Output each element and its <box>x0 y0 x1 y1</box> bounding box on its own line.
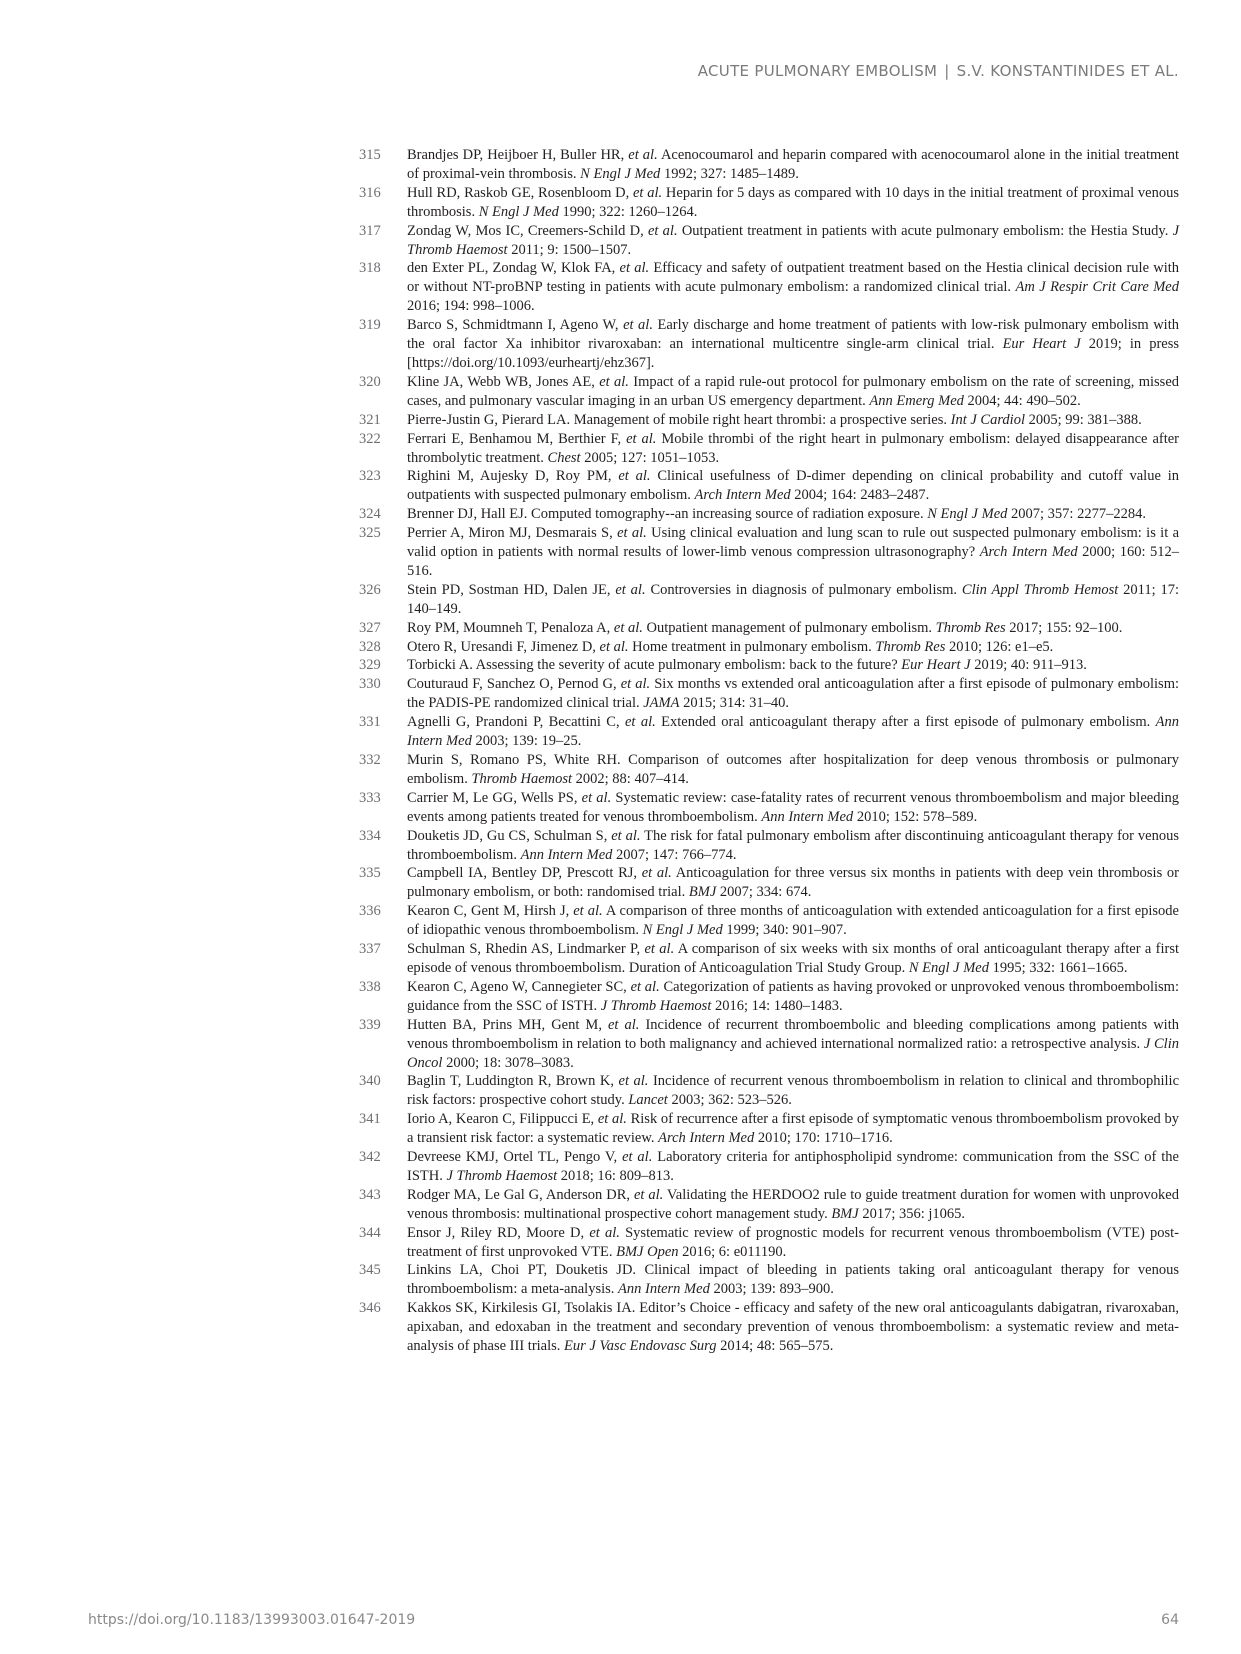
reference-citation: 2019; 40: 911–913. <box>970 657 1087 674</box>
reference-journal: J Thromb Haemost <box>600 997 712 1014</box>
reference-et-al: et al. <box>633 1186 664 1203</box>
reference-number: 323 <box>359 468 381 485</box>
reference-authors: Couturaud F, Sanchez O, Pernod G, <box>407 676 621 693</box>
reference-journal: BMJ <box>831 1205 859 1222</box>
reference-number: 324 <box>359 506 381 523</box>
reference-journal: J Thromb Haemost <box>407 222 1180 258</box>
reference-journal: J Thromb Haemost <box>446 1167 558 1184</box>
reference-authors: Devreese KMJ, Ortel TL, Pengo V, <box>407 1149 623 1166</box>
reference-authors: Righini M, Aujesky D, Roy PM, <box>407 468 619 485</box>
reference-number: 317 <box>359 222 381 239</box>
reference-citation: 2000; 160: 512–516. <box>407 544 1179 579</box>
reference-citation: 2000; 18: 3078–3083. <box>442 1054 574 1071</box>
reference-authors: Kearon C, Ageno W, Cannegieter SC, <box>407 978 631 995</box>
reference-number: 332 <box>359 752 381 768</box>
reference-journal: Ann Intern Med <box>520 846 613 863</box>
reference-et-al: et al. <box>599 373 629 390</box>
reference-et-al: et al. <box>611 827 641 844</box>
reference-list <box>359 146 1179 1356</box>
reference-et-al: et al. <box>626 430 657 447</box>
reference-title: Six months vs extended oral anticoagulation after a first episode of pulmonary embolism: the PADIS-PE randomized clinical trial. <box>407 676 1180 712</box>
reference-citation: 2004; 164: 2483–2487. <box>790 487 930 504</box>
reference-citation: 1992; 327: 1485–1489. <box>660 165 799 182</box>
reference-et-al: et al. <box>618 468 651 485</box>
reference-et-al: et al. <box>633 184 663 201</box>
reference-item <box>359 1224 1179 1262</box>
reference-number: 326 <box>359 581 381 598</box>
reference-number: 336 <box>359 903 381 920</box>
reference-citation: 2019; in press [https://doi.org/10.1093/eurheartj/ehz367]. <box>407 336 1179 371</box>
reference-title: The risk for fatal pulmonary embolism after discontinuing anticoagulant therapy for venous thromboembolism. <box>407 827 1179 863</box>
reference-et-al: et al. <box>599 638 629 655</box>
reference-item <box>359 467 1179 505</box>
reference-authors: Hull RD, Raskob GE, Rosenbloom D, <box>407 184 633 201</box>
reference-number: 322 <box>359 430 381 447</box>
reference-et-al: et al. <box>625 714 656 731</box>
reference-item <box>359 656 1179 675</box>
reference-item <box>359 619 1179 638</box>
reference-number: 342 <box>359 1149 381 1166</box>
reference-citation: 2016; 14: 1480–1483. <box>711 997 843 1014</box>
reference-number: 341 <box>359 1111 381 1128</box>
reference-number: 328 <box>359 638 381 655</box>
reference-item <box>359 581 1179 619</box>
reference-citation: 2017; 155: 92–100. <box>1005 619 1123 636</box>
reference-citation: 2003; 139: 19–25. <box>471 733 582 750</box>
reference-citation: 2007; 147: 766–774. <box>612 846 737 863</box>
reference-item <box>359 1110 1179 1148</box>
reference-number: 329 <box>359 657 381 674</box>
reference-et-al: et al. <box>617 525 647 542</box>
reference-item <box>359 373 1179 411</box>
reference-number: 315 <box>359 147 381 163</box>
reference-title: Incidence of recurrent thromboembolic and bleeding complications among patients with venous thromboembolism in relation to both malignancy and achieved international normalized ratio: a retrospective analysis. <box>407 1016 1179 1052</box>
reference-citation: 2004; 44: 490–502. <box>963 392 1081 409</box>
reference-title: Laboratory criteria for antiphospholipid syndrome: communication from the SSC of the ISTH. <box>407 1149 1179 1184</box>
reference-citation: 1990; 322: 1260–1264. <box>558 203 698 220</box>
reference-title: Systematic review: case-fatality rates of recurrent venous thromboembolism and major bleeding events among patients treated for venous thromboembolism. <box>407 789 1179 825</box>
reference-title: Outpatient treatment in patients with acute pulmonary embolism: the Hestia Study. <box>677 222 1173 239</box>
reference-title: Using clinical evaluation and lung scan to rule out suspected pulmonary embolism: is it a valid option in patients with normal results of lower-limb venous compression ultrasonography? <box>407 525 1180 561</box>
reference-item <box>359 430 1179 468</box>
reference-et-al: et al. <box>641 865 672 882</box>
reference-title: Outpatient management of pulmonary embolism. <box>642 619 936 636</box>
reference-citation: 2003; 139: 893–900. <box>709 1281 834 1298</box>
reference-authors: Pierre-Justin G, Pierard LA. Management of mobile right heart thrombi: a prospective series. <box>407 411 951 428</box>
reference-journal: Ann Intern Med <box>618 1281 710 1298</box>
reference-authors: Kline JA, Webb WB, Jones AE, <box>407 373 600 390</box>
reference-number: 320 <box>359 373 381 390</box>
reference-title: Risk of recurrence after a first episode of symptomatic venous thromboembolism provoked by a transient risk factor: a systematic review. <box>407 1111 1179 1147</box>
reference-item <box>359 222 1179 260</box>
reference-authors: Baglin T, Luddington R, Brown K, <box>407 1073 619 1090</box>
reference-journal: N Engl J Med <box>478 203 559 220</box>
reference-authors: Brandjes DP, Heijboer H, Buller HR, <box>407 147 629 163</box>
reference-authors: Ferrari E, Benhamou M, Berthier F, <box>407 430 627 447</box>
doi-link[interactable]: https://doi.org/10.1183/13993003.01647-2019 <box>88 1612 416 1628</box>
header-authors: S.V. KONSTANTINIDES ET AL. <box>956 62 1179 80</box>
reference-number: 327 <box>359 619 381 636</box>
reference-authors: Otero R, Uresandi F, Jimenez D, <box>407 638 600 655</box>
reference-item <box>359 1148 1179 1186</box>
reference-journal: Arch Intern Med <box>658 1130 755 1147</box>
header-separator: | <box>944 62 950 80</box>
reference-journal: Lancet <box>628 1092 668 1109</box>
reference-journal: Int J Cardiol <box>950 411 1025 428</box>
reference-citation: 2011; 9: 1500–1507. <box>507 241 632 258</box>
reference-citation: 2011; 17: 140–149. <box>407 581 1179 617</box>
reference-number: 334 <box>359 827 381 844</box>
reference-number: 346 <box>359 1300 381 1317</box>
reference-journal: N Engl J Med <box>927 506 1008 523</box>
reference-citation: 2007; 334: 674. <box>716 884 812 901</box>
reference-title: Home treatment in pulmonary embolism. <box>628 638 876 655</box>
reference-item <box>359 864 1179 902</box>
reference-authors: Schulman S, Rhedin AS, Lindmarker P, <box>407 941 645 958</box>
reference-title: Anticoagulation for three versus six months in patients with deep vein thrombosis or pulmonary embolism, or both: randomised trial. <box>407 865 1179 901</box>
reference-journal: Chest <box>547 449 581 466</box>
reference-authors: Campbell IA, Bentley DP, Prescott RJ, <box>407 865 642 882</box>
reference-item <box>359 638 1179 657</box>
reference-title: Validating the HERDOO2 rule to guide treatment duration for women with unprovoked venous thrombosis: multinational prospective cohort management study. <box>407 1186 1179 1222</box>
reference-number: 318 <box>359 260 381 277</box>
reference-journal: Ann Intern Med <box>761 808 854 825</box>
reference-title: A comparison of three months of anticoagulation with extended anticoagulation for a first episode of idiopathic venous thromboembolism. <box>407 903 1179 939</box>
reference-authors: Roy PM, Moumneh T, Penaloza A, <box>407 619 614 636</box>
reference-journal: Arch Intern Med <box>694 487 791 504</box>
reference-et-al: et al. <box>623 317 653 334</box>
reference-journal: JAMA <box>643 695 680 712</box>
reference-item <box>359 184 1179 222</box>
reference-item <box>359 146 1179 184</box>
reference-et-al: et al. <box>618 1073 649 1090</box>
reference-journal: Ann Intern Med <box>407 714 1180 750</box>
reference-authors: Agnelli G, Prandoni P, Becattini C, <box>407 714 625 731</box>
reference-item <box>359 751 1179 789</box>
reference-item <box>359 411 1179 430</box>
reference-citation: 2005; 127: 1051–1053. <box>580 449 720 466</box>
running-header <box>698 62 1179 80</box>
reference-item <box>359 1186 1179 1224</box>
reference-citation: 2017; 356: j1065. <box>858 1205 966 1222</box>
reference-journal: N Engl J Med <box>908 959 989 976</box>
reference-item <box>359 1299 1179 1356</box>
reference-et-al: et al. <box>597 1111 627 1128</box>
reference-journal: Am J Respir Crit Care Med <box>1015 279 1179 296</box>
reference-number: 343 <box>359 1186 381 1203</box>
reference-number: 333 <box>359 789 381 806</box>
reference-title: Controversies in diagnosis of pulmonary embolism. <box>645 581 962 598</box>
reference-et-al: et al. <box>620 676 651 693</box>
reference-et-al: et al. <box>589 1224 620 1241</box>
reference-item <box>359 1072 1179 1110</box>
reference-journal: N Engl J Med <box>580 165 661 182</box>
reference-journal: BMJ Open <box>616 1243 679 1260</box>
reference-item <box>359 675 1179 713</box>
reference-item <box>359 713 1179 751</box>
reference-item <box>359 505 1179 524</box>
reference-title: Incidence of recurrent venous thromboembolism in relation to clinical and thrombophilic risk factors: prospective cohort study. <box>407 1073 1180 1109</box>
reference-item <box>359 902 1179 940</box>
reference-citation: 2016; 194: 998–1006. <box>407 298 535 315</box>
reference-citation: 2010; 152: 578–589. <box>853 808 978 825</box>
reference-citation: 2010; 126: e1–e5. <box>945 638 1054 655</box>
reference-citation: 2007; 357: 2277–2284. <box>1007 506 1146 523</box>
reference-item <box>359 316 1179 373</box>
reference-authors: Barco S, Schmidtmann I, Ageno W, <box>407 317 624 334</box>
page-number: 64 <box>1161 1612 1179 1628</box>
reference-title: Mobile thrombi of the right heart in pulmonary embolism: delayed disappearance after thrombolytic treatment. <box>407 430 1179 466</box>
reference-et-al: et al. <box>647 222 678 239</box>
reference-title: Acenocoumarol and heparin compared with acenocoumarol alone in the initial treatment of proximal-vein thrombosis. <box>407 147 1179 182</box>
reference-authors: Brenner DJ, Hall EJ. Computed tomography--an increasing source of radiation exposure. <box>407 506 928 523</box>
reference-journal: Thromb Res <box>875 638 946 655</box>
reference-journal: J Clin Oncol <box>407 1035 1179 1071</box>
reference-journal: Clin Appl Thromb Hemost <box>961 581 1119 598</box>
reference-number: 345 <box>359 1262 381 1279</box>
reference-authors: Perrier A, Miron MJ, Desmarais S, <box>407 525 618 542</box>
reference-authors: Linkins LA, Choi PT, Douketis JD. Clinical impact of bleeding in patients taking oral anticoagulant therapy for venous thromboembolism: a meta-analysis. <box>407 1262 1179 1298</box>
reference-citation: 1995; 332: 1661–1665. <box>988 959 1128 976</box>
reference-authors: Carrier M, Le GG, Wells PS, <box>407 789 582 806</box>
reference-authors: Murin S, Romano PS, White RH. Comparison of outcomes after hospitalization for deep venous thrombosis or pulmonary embolism. <box>407 752 1179 787</box>
reference-authors: Kakkos SK, Kirkilesis GI, Tsolakis IA. Editor’s Choice - efficacy and safety of the new oral anticoagulants dabigatran, rivaroxaban, apixaban, and edoxaban in the treatment and secondary prevention of venous thromboembolism: a systematic review and meta-analysis of phase III trials. <box>407 1300 1179 1355</box>
reference-et-al: et al. <box>581 789 612 806</box>
reference-title: Extended oral anticoagulant therapy after a first episode of pulmonary embolism. <box>655 714 1156 731</box>
reference-journal: Eur Heart J <box>1002 336 1081 353</box>
reference-authors: Iorio A, Kearon C, Filippucci E, <box>407 1111 598 1128</box>
reference-et-al: et al. <box>573 903 603 920</box>
reference-title: A comparison of six weeks with six months of oral anticoagulant therapy after a first episode of venous thromboembolism. Duration of Anticoagulation Trial Study Group. <box>407 941 1179 976</box>
reference-item <box>359 978 1179 1016</box>
reference-citation: 1999; 340: 901–907. <box>722 922 847 939</box>
reference-title: Early discharge and home treatment of patients with low-risk pulmonary embolism with the oral factor Xa inhibitor rivaroxaban: an international multicentre single-arm clinical trial. <box>407 317 1179 353</box>
reference-citation: 2015; 314: 31–40. <box>679 695 790 712</box>
reference-citation: 2014; 48: 565–575. <box>716 1338 834 1355</box>
reference-number: 321 <box>359 411 381 428</box>
reference-title: Impact of a rapid rule-out protocol for pulmonary embolism on the rate of screening, missed cases, and pulmonary vascular imaging in an urban US emergency department. <box>407 373 1180 409</box>
reference-authors: Ensor J, Riley RD, Moore D, <box>407 1224 590 1241</box>
reference-authors: den Exter PL, Zondag W, Klok FA, <box>407 260 620 277</box>
reference-title: Categorization of patients as having provoked or unprovoked venous thromboembolism: guidance from the SSC of ISTH. <box>407 978 1179 1014</box>
reference-authors: Hutten BA, Prins MH, Gent M, <box>407 1016 608 1033</box>
reference-journal: BMJ <box>688 884 717 901</box>
reference-item <box>359 827 1179 865</box>
reference-journal: Thromb Res <box>935 619 1006 636</box>
reference-authors: Torbicki A. Assessing the severity of acute pulmonary embolism: back to the future? <box>407 657 902 674</box>
reference-journal: N Engl J Med <box>642 922 723 939</box>
reference-authors: Zondag W, Mos IC, Creemers-Schild D, <box>407 222 648 239</box>
reference-authors: Kearon C, Gent M, Hirsh J, <box>407 903 574 920</box>
reference-item <box>359 1016 1179 1073</box>
reference-journal: Arch Intern Med <box>979 544 1078 561</box>
reference-number: 337 <box>359 941 381 958</box>
reference-number: 331 <box>359 714 381 731</box>
reference-et-al: et al. <box>613 619 643 636</box>
reference-citation: 2002; 88: 407–414. <box>572 770 689 787</box>
reference-number: 335 <box>359 865 381 882</box>
reference-title: Clinical usefulness of D-dimer depending on clinical probability and cutoff value in outpatients with suspected pulmonary embolism. <box>407 468 1179 504</box>
reference-title: Systematic review of prognostic models for recurrent venous thromboembolism (VTE) post-treatment of first unprovoked VTE. <box>407 1224 1179 1260</box>
reference-item <box>359 789 1179 827</box>
reference-number: 339 <box>359 1016 381 1033</box>
reference-authors: Rodger MA, Le Gal G, Anderson DR, <box>407 1186 634 1203</box>
header-title: ACUTE PULMONARY EMBOLISM <box>697 62 938 80</box>
reference-et-al: et al. <box>644 941 675 958</box>
reference-et-al: et al. <box>615 581 646 598</box>
reference-title: Efficacy and safety of outpatient treatment based on the Hestia clinical decision rule with or without NT-proBNP testing in patients with acute pulmonary embolism: a randomized clinical trial. <box>407 260 1180 296</box>
reference-number: 319 <box>359 317 381 334</box>
reference-et-al: et al. <box>608 1016 640 1033</box>
reference-journal: Eur Heart J <box>901 657 971 674</box>
reference-et-al: et al. <box>622 1149 653 1166</box>
reference-citation: 2016; 6: e011190. <box>678 1243 787 1260</box>
reference-authors: Douketis JD, Gu CS, Schulman S, <box>407 827 612 844</box>
reference-number: 338 <box>359 978 381 995</box>
reference-number: 340 <box>359 1073 381 1090</box>
reference-number: 344 <box>359 1224 381 1241</box>
reference-et-al: et al. <box>630 978 660 995</box>
reference-journal: Thromb Haemost <box>471 770 573 787</box>
reference-citation: 2010; 170: 1710–1716. <box>754 1130 893 1147</box>
reference-et-al: et al. <box>619 260 650 277</box>
reference-citation: 2003; 362: 523–526. <box>667 1092 792 1109</box>
reference-authors: Stein PD, Sostman HD, Dalen JE, <box>407 581 616 598</box>
reference-item <box>359 524 1179 581</box>
reference-journal: Ann Emerg Med <box>869 392 964 409</box>
reference-number: 330 <box>359 676 381 693</box>
reference-journal: Eur J Vasc Endovasc Surg <box>564 1338 717 1355</box>
reference-item <box>359 1261 1179 1299</box>
reference-number: 316 <box>359 184 381 201</box>
reference-et-al: et al. <box>628 147 658 163</box>
reference-citation: 2005; 99: 381–388. <box>1025 411 1142 428</box>
reference-number: 325 <box>359 525 381 542</box>
reference-item <box>359 259 1179 316</box>
reference-title: Heparin for 5 days as compared with 10 days in the initial treatment of proximal venous thrombosis. <box>407 184 1179 220</box>
reference-item <box>359 940 1179 978</box>
reference-citation: 2018; 16: 809–813. <box>557 1167 674 1184</box>
